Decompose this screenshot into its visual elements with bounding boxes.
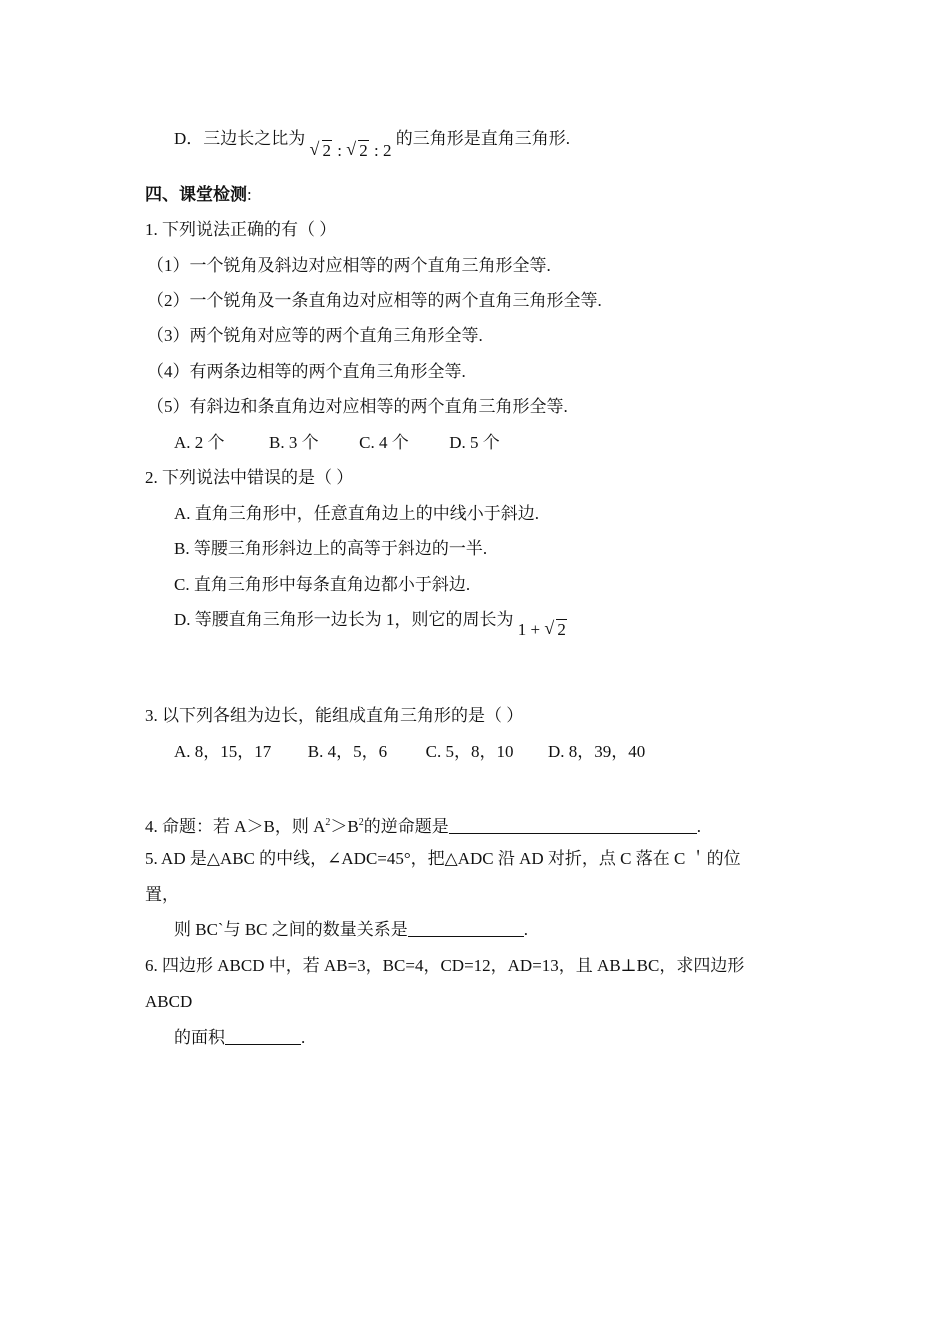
q1-statement-1: （1）一个锐角及斜边对应相等的两个直角三角形全等. [147, 256, 551, 275]
question-5-line-1: 5. AD 是△ABC 的中线，∠ADC=45°，把△ADC 沿 AD 对折，点 C 落在 C ＇的位 [145, 849, 741, 868]
section-title: 四、课堂检测 [145, 185, 247, 204]
question-3: 3. 以下列各组为边长，能组成直角三角形的是（ ） [145, 706, 524, 725]
option-d-line [174, 128, 570, 160]
q1-statement-2: （2）一个锐角及一条直角边对应相等的两个直角三角形全等. [147, 291, 602, 310]
q3-option-d: D. 8，39，40 [547, 742, 646, 761]
q3-options [174, 741, 645, 763]
sqrt-term: √ 2 [309, 139, 332, 160]
q2-option-b: B. 等腰三角形斜边上的高等于斜边的一半. [174, 539, 488, 558]
q2-option-c: C. 直角三角形中每条直角边都小于斜边. [174, 575, 471, 594]
option-d-prefix: D．三边长之比为 [174, 129, 306, 148]
sqrt-ratio-formula: √ 2 : √ 2 : 2 [309, 139, 392, 160]
q2-option-d [174, 609, 568, 639]
q1-option-b: B. 3 个 [269, 433, 319, 452]
option-d-suffix: 的三角形是直角三角形. [395, 129, 570, 148]
section-colon: : [247, 185, 252, 204]
section-heading [145, 184, 252, 206]
question-5-line-3: 则 BC`与 BC 之间的数量关系是 . [174, 920, 529, 939]
q3-option-a: A. 8，15，17 [174, 742, 272, 761]
question-6-line-1: 6. 四边形 ABCD 中，若 AB=3，BC=4，CD=12，AD=13，且 AB⊥BC，求四边形 [145, 956, 745, 975]
perimeter-formula: 1 + √ 2 [517, 618, 566, 639]
answer-blank[interactable] [449, 817, 697, 834]
question-6-line-2: ABCD [145, 992, 193, 1011]
q1-option-a: A. 2 个 [174, 433, 225, 452]
question-1: 1. 下列说法正确的有（ ） [145, 220, 337, 239]
answer-blank[interactable] [225, 1028, 301, 1045]
sqrt-term: √ 2 [544, 618, 566, 639]
ratio-term: 2 [383, 141, 392, 160]
q1-options [174, 432, 500, 454]
q1-option-c: C. 4 个 [359, 433, 409, 452]
q3-option-b: B. 4，5，6 [307, 742, 388, 761]
sqrt-term: √ 2 [346, 139, 368, 160]
q2-option-d-text: D. 等腰直角三角形一边长为 1，则它的周长为 [174, 610, 514, 629]
question-4: 4. 命题：若 A＞B，则 $A^2>B^2$的逆命题是 . [145, 817, 701, 836]
question-2: 2. 下列说法中错误的是（ ） [145, 468, 354, 487]
q3-option-c: C. 5，8，10 [425, 742, 514, 761]
question-6-line-3: 的面积 . [174, 1028, 306, 1047]
q1-statement-3: （3）两个锐角对应等的两个直角三角形全等. [147, 326, 483, 345]
q2-option-a: A. 直角三角形中，任意直角边上的中线小于斜边. [174, 504, 540, 523]
q1-statement-5: （5）有斜边和条直角边对应相等的两个直角三角形全等. [147, 397, 568, 416]
question-5-line-2: 置， [145, 885, 179, 904]
q1-statement-4: （4）有两条边相等的两个直角三角形全等. [147, 362, 466, 381]
q1-option-d: D. 5 个 [449, 433, 500, 452]
answer-blank[interactable] [408, 920, 524, 937]
